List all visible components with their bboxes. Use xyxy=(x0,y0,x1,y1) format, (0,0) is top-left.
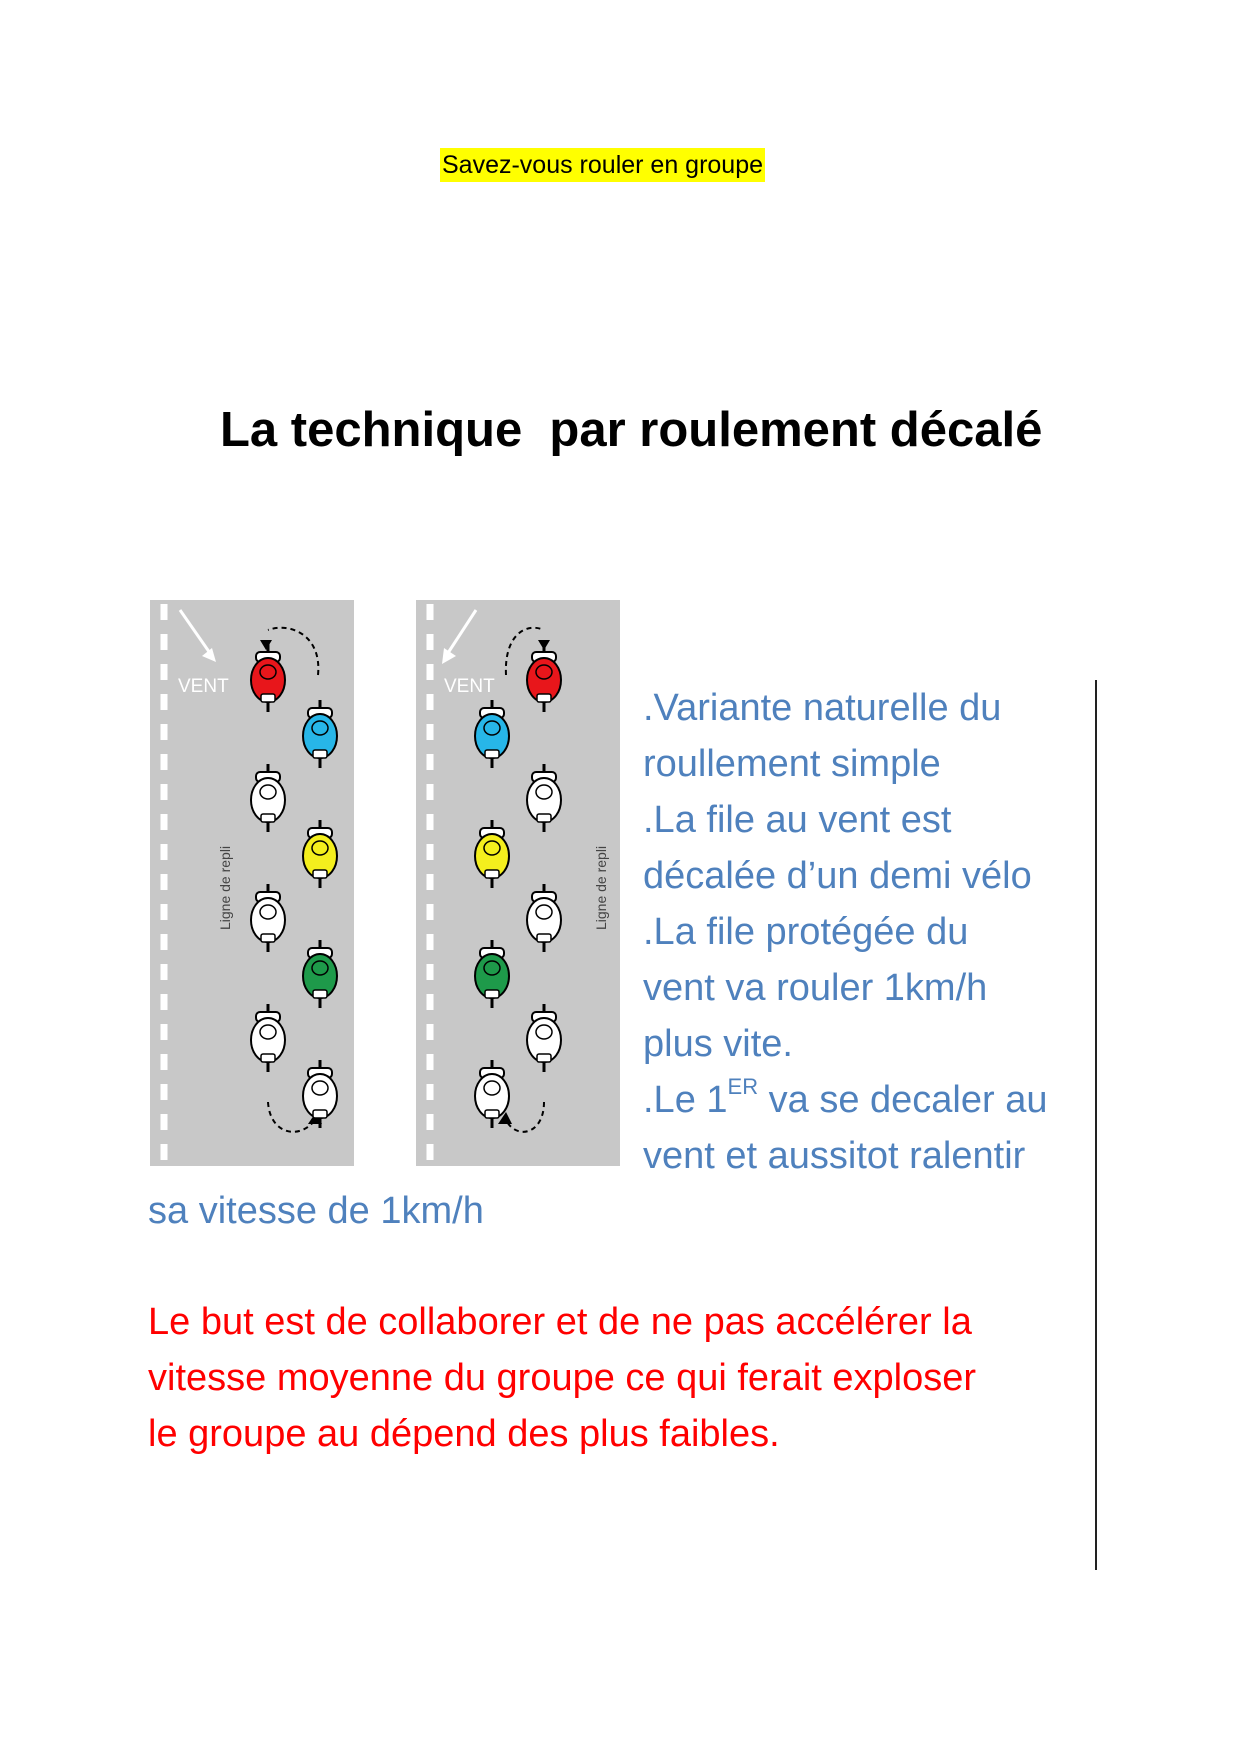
text-line: vent va rouler 1km/h xyxy=(643,967,988,1009)
text-line: sa vitesse de 1km/h xyxy=(148,1190,484,1232)
page-title: La technique par roulement décalé xyxy=(220,403,1043,457)
margin-rule xyxy=(1095,680,1097,1570)
conclusion-text xyxy=(148,1294,1088,1462)
fallback-line-label: Ligne de repli xyxy=(593,845,609,930)
wind-label: VENT xyxy=(178,676,229,697)
diagram-rotation-left xyxy=(150,600,354,1166)
text-line: vitesse moyenne du groupe ce qui ferait exploser xyxy=(148,1357,977,1399)
text-line: plus vite. xyxy=(643,1023,793,1065)
text-line: roullement simple xyxy=(643,743,941,785)
diagram-rotation-right xyxy=(416,600,620,1166)
text-fragment: va se decaler au xyxy=(758,1079,1048,1121)
text-line: .La file au vent est xyxy=(643,799,952,841)
text-line: le groupe au dépend des plus faibles. xyxy=(148,1413,780,1455)
fallback-line-label: Ligne de repli xyxy=(217,845,233,930)
text-line: .Variante naturelle du xyxy=(643,687,1002,729)
text-line: .La file protégée du xyxy=(643,911,969,953)
explanation-text xyxy=(643,680,1113,1184)
text-line: vent et aussitot ralentir xyxy=(643,1135,1026,1177)
superscript: ER xyxy=(727,1074,759,1099)
text-line: Le but est de collaborer et de ne pas accélérer la xyxy=(148,1301,972,1343)
text-line xyxy=(643,1072,1113,1128)
wind-label: VENT xyxy=(444,676,495,697)
text-line: décalée d’un demi vélo xyxy=(643,855,1032,897)
text-fragment: .Le 1 xyxy=(643,1079,728,1121)
header-highlighted-title: Savez-vous rouler en groupe xyxy=(440,148,765,182)
